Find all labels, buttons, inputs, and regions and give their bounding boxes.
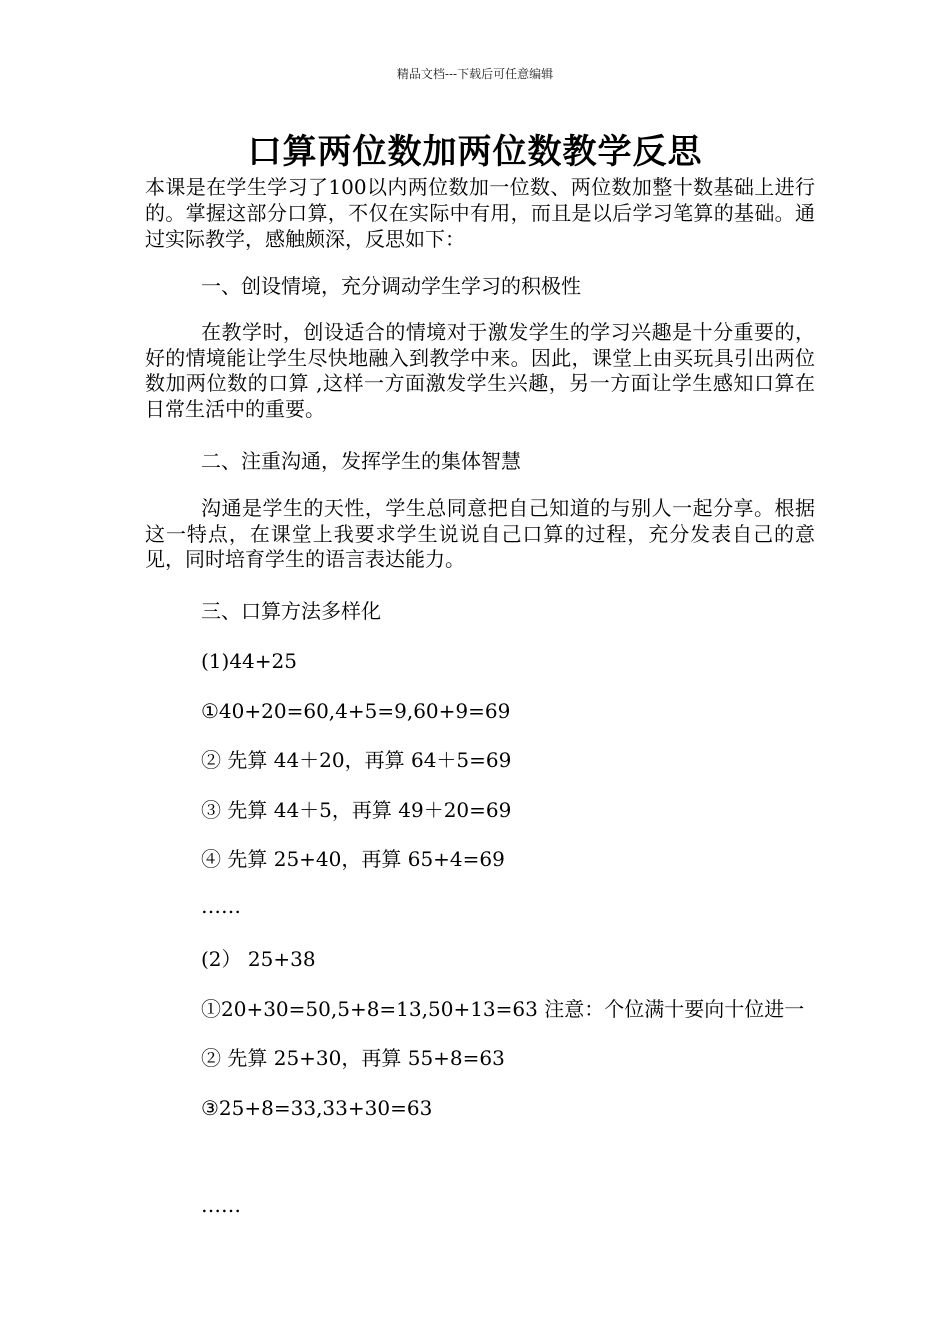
intro-paragraph: 本课是在学生学习了100以内两位数加一位数、两位数加整十数基础上进行的。掌握这部分口算，不仅在实际中有用，而且是以后学习笔算的基础。通过实际教学，感触颇深，反思如下： — [145, 175, 815, 251]
example1-method-4: ④ 先算 25+40，再算 65+4=69 — [201, 847, 505, 871]
example2-method-1: ①20+30=50,5+8=13,50+13=63 注意：个位满十要向十位进一 — [201, 997, 805, 1021]
section-heading-2: 二、注重沟通，发挥学生的集体智慧 — [201, 449, 521, 473]
example1-ellipsis: …… — [201, 894, 241, 918]
example1-method-1: ①40+20=60,4+5=9,60+9=69 — [201, 699, 511, 723]
section-heading-3: 三、口算方法多样化 — [201, 599, 381, 623]
example2-method-2: ② 先算 25+30，再算 55+8=63 — [201, 1046, 505, 1070]
example2-method-3: ③25+8=33,33+30=63 — [201, 1096, 433, 1120]
page-header: 精品文档---下载后可任意编辑 — [396, 67, 554, 81]
section-body-1: 在教学时，创设适合的情境对于激发学生的学习兴趣是十分重要的，好的情境能让学生尽快地融入到教学中来。因此，课堂上由买玩具引出两位数加两位数的口算 ,这样一方面激发学生兴趣，另一方面让学生感知口算在日常生活中的重要。 — [145, 320, 815, 421]
example2-ellipsis: …… — [201, 1193, 241, 1217]
document-title: 口算两位数加两位数教学反思 — [247, 132, 703, 172]
section-body-2: 沟通是学生的天性，学生总同意把自己知道的与别人一起分享。根据这一特点，在课堂上我要求学生说说自己口算的过程，充分发表自己的意见，同时培育学生的语言表达能力。 — [145, 496, 815, 571]
section-heading-1: 一、创设情境，充分调动学生学习的积极性 — [201, 274, 581, 298]
example1-method-2: ② 先算 44＋20，再算 64＋5=69 — [201, 748, 512, 772]
example-label-2: (2） 25+38 — [201, 947, 316, 971]
example-label-1: (1)44+25 — [201, 649, 297, 673]
example1-method-3: ③ 先算 44＋5，再算 49＋20=69 — [201, 798, 512, 822]
